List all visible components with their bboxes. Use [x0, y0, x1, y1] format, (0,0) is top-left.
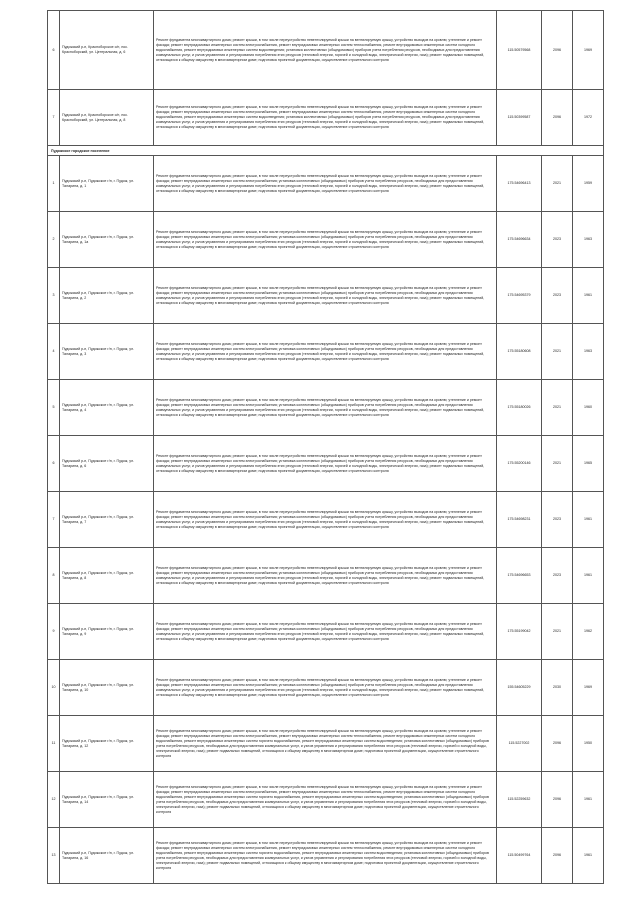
- house-address: Пудожский р-н, Пудожское г/п, г. Пудож, ул. Таларина, д. 3: [60, 324, 154, 380]
- repair-works: Ремонт фундамента многоквартирного дома; ремонт крыши, в том числе переустройство невентилируемой крыши на вентилируемую крышу, устройство выходов на кровлю; утепление и ремонт фасада; ремонт внутридомовых инженерных систем электроснабжения; установка коллективных (общедомовых) приборов учета потребления ресурсов, необходимых для предоставления коммунальных услуг, и узлов управления и регулирования потребления этих ресурсов (тепловой энергии, горячей и холодной воды, электрической энергии, газа); ремонт подвальных помещений, относящихся к общему имуществу в многоквартирном доме; подготовка проектной документации, осуществление строительного контроля: [154, 156, 497, 212]
- house-address: Пудожский р-н, Пудожское г/п, г. Пудож, ул. Таларина, д. 1а: [60, 212, 154, 268]
- built-year: 1950: [573, 716, 604, 772]
- area-value: 175.54696653: [497, 548, 542, 604]
- planned-year: 2021: [542, 380, 573, 436]
- built-year: 1961: [573, 828, 604, 884]
- repair-works: Ремонт фундамента многоквартирного дома; ремонт крыши, в том числе переустройство невентилируемой крыши на вентилируемую крышу, устройство выходов на кровлю; утепление и ремонт фасада; ремонт внутридомовых инженерных систем электроснабжения; установка коллективных (общедомовых) приборов учета потребления ресурсов, необходимых для предоставления коммунальных услуг, и узлов управления и регулирования потребления этих ресурсов (тепловой энергии, горячей и холодной воды, электрической энергии, газа); ремонт подвальных помещений, относящихся к общему имуществу в многоквартирном доме; подготовка проектной документации, осуществление строительного контроля: [154, 604, 497, 660]
- area-value: 115.50579568: [497, 11, 542, 90]
- area-value: 175.54696413: [497, 156, 542, 212]
- area-value: 155.54605229: [497, 660, 542, 716]
- table-row: [48, 436, 604, 492]
- planned-year: 2021: [542, 436, 573, 492]
- row-number: 10: [48, 660, 60, 716]
- built-year: 1960: [573, 380, 604, 436]
- area-value: 175.54695379: [497, 268, 542, 324]
- table-row: [48, 380, 604, 436]
- built-year: 1962: [573, 604, 604, 660]
- row-number: 2: [48, 212, 60, 268]
- table-row: [48, 660, 604, 716]
- planned-year: 2096: [542, 716, 573, 772]
- house-address: Пудожский р-н, Пудожское г/п, г. Пудож, ул. Таларина, д. 8: [60, 548, 154, 604]
- row-number: 12: [48, 772, 60, 828]
- repair-works: Ремонт фундамента многоквартирного дома; ремонт крыши, в том числе переустройство невентилируемой крыши на вентилируемую крышу, устройство выходов на кровлю; утепление и ремонт фасада; ремонт внутридомовых инженерных систем электроснабжения; установка коллективных (общедомовых) приборов учета потребления ресурсов, необходимых для предоставления коммунальных услуг, и узлов управления и регулирования потребления этих ресурсов (тепловой энергии, горячей и холодной воды, электрической энергии, газа); ремонт подвальных помещений, относящихся к общему имуществу в многоквартирном доме; подготовка проектной документации, осуществление строительного контроля: [154, 492, 497, 548]
- repair-works: Ремонт фундамента многоквартирного дома; ремонт крыши, в том числе переустройство невентилируемой крыши на вентилируемую крышу, устройство выходов на кровлю; утепление и ремонт фасада; ремонт внутридомовых инженерных систем электроснабжения, ремонт внутридомовых инженерных систем теплоснабжения, ремонт внутридомовых инженерных систем холодного водоснабжения, ремонт внутридомовых инженерных систем водоотведения; установка коллективных (общедомовых) приборов учета потребления ресурсов, необходимых для предоставления коммунальных услуг, и узлов управления и регулирования потребления этих ресурсов (тепловой энергии, горячей и холодной воды, электрической энергии, газа); ремонт подвальных помещений, относящихся к общему имуществу в многоквартирном доме; подготовка проектной документации, осуществление строительного контроля: [154, 11, 497, 90]
- house-address: Пудожский р-н, Пудожское г/п, г. Пудож, ул. Таларина, д. 14: [60, 772, 154, 828]
- capital-repair-register-table: [47, 10, 604, 884]
- area-value: 175.55199042: [497, 604, 542, 660]
- row-number: 7: [48, 90, 60, 146]
- row-number: 6: [48, 436, 60, 492]
- built-year: 1961: [573, 772, 604, 828]
- repair-works: Ремонт фундамента многоквартирного дома; ремонт крыши, в том числе переустройство невентилируемой крыши на вентилируемую крышу, устройство выходов на кровлю; утепление и ремонт фасада; ремонт внутридомовых инженерных систем электроснабжения, ремонт внутридомовых инженерных систем теплоснабжения, ремонт внутридомовых инженерных систем холодного водоснабжения, ремонт внутридомовых инженерных систем горячего водоснабжения, ремонт внутридомовых инженерных систем водоотведения; установка коллективных (общедомовых) приборов учета потребления ресурсов, необходимых для предоставления коммунальных услуг, и узлов управления и регулирования потребления этих ресурсов (тепловой энергии, горячей и холодной воды, электрической энергии, газа); ремонт подвальных помещений, относящихся к общему имуществу в многоквартирном доме; подготовка проектной документации, осуществление строительного контроля: [154, 828, 497, 884]
- house-address: Пудожский р-н, Пудожское г/п, г. Пудож, ул. Таларина, д. 12: [60, 716, 154, 772]
- built-year: 1959: [573, 156, 604, 212]
- house-address: Пудожский р-н, Пудожское г/п, г. Пудож, ул. Таларина, д. 1: [60, 156, 154, 212]
- row-number: 13: [48, 828, 60, 884]
- built-year: 1961: [573, 492, 604, 548]
- built-year: 1963: [573, 324, 604, 380]
- built-year: 1969: [573, 660, 604, 716]
- row-number: 7: [48, 492, 60, 548]
- area-value: 175.54698231: [497, 492, 542, 548]
- planned-year: 2030: [542, 660, 573, 716]
- area-value: 115.5227002: [497, 716, 542, 772]
- planned-year: 2096: [542, 90, 573, 146]
- house-address: Пудожский р-н, Пудожское г/п, г. Пудож, ул. Таларина, д. 16: [60, 828, 154, 884]
- planned-year: 2021: [542, 324, 573, 380]
- table-row: [48, 492, 604, 548]
- repair-works: Ремонт фундамента многоквартирного дома; ремонт крыши, в том числе переустройство невентилируемой крыши на вентилируемую крышу, устройство выходов на кровлю; утепление и ремонт фасада; ремонт внутридомовых инженерных систем электроснабжения; установка коллективных (общедомовых) приборов учета потребления ресурсов, необходимых для предоставления коммунальных услуг, и узлов управления и регулирования потребления этих ресурсов (тепловой энергии, горячей и холодной воды, электрической энергии, газа); ремонт подвальных помещений, относящихся к общему имуществу в многоквартирном доме; подготовка проектной документации, осуществление строительного контроля: [154, 324, 497, 380]
- table-row: [48, 268, 604, 324]
- row-number: 6: [48, 11, 60, 90]
- row-number: 5: [48, 380, 60, 436]
- built-year: 1963: [573, 212, 604, 268]
- table-row: [48, 324, 604, 380]
- house-address: Пудожский р-н, Пудожское г/п, г. Пудож, ул. Таларина, д. 7: [60, 492, 154, 548]
- table-row: [48, 772, 604, 828]
- repair-works: Ремонт фундамента многоквартирного дома; ремонт крыши, в том числе переустройство невентилируемой крыши на вентилируемую крышу, устройство выходов на кровлю; утепление и ремонт фасада; ремонт внутридомовых инженерных систем электроснабжения; установка коллективных (общедомовых) приборов учета потребления ресурсов, необходимых для предоставления коммунальных услуг, и узлов управления и регулирования потребления этих ресурсов (тепловой энергии, горячей и холодной воды, электрической энергии, газа); ремонт подвальных помещений, относящихся к общему имуществу в многоквартирном доме; подготовка проектной документации, осуществление строительного контроля: [154, 548, 497, 604]
- area-value: 175.55180608: [497, 324, 542, 380]
- table-row: [48, 90, 604, 146]
- house-address: Пудожский р-н, Красноборское с/п, пос. Красноборский, ул. Центральная, д. 8: [60, 90, 154, 146]
- planned-year: 2021: [542, 604, 573, 660]
- planned-year: 2023: [542, 548, 573, 604]
- table-row: [48, 11, 604, 90]
- row-number: 8: [48, 548, 60, 604]
- area-value: 115.50399587: [497, 90, 542, 146]
- house-address: Пудожский р-н, Пудожское г/п, г. Пудож, ул. Таларина, д. 2: [60, 268, 154, 324]
- built-year: 1961: [573, 548, 604, 604]
- built-year: 1969: [573, 11, 604, 90]
- planned-year: 2023: [542, 212, 573, 268]
- register-body: [48, 11, 604, 884]
- section-title: Пудожское городское поселение: [48, 146, 604, 156]
- table-row: [48, 828, 604, 884]
- table-row: [48, 604, 604, 660]
- repair-works: Ремонт фундамента многоквартирного дома; ремонт крыши, в том числе переустройство невентилируемой крыши на вентилируемую крышу, устройство выходов на кровлю; утепление и ремонт фасада; ремонт внутридомовых инженерных систем электроснабжения; установка коллективных (общедомовых) приборов учета потребления ресурсов, необходимых для предоставления коммунальных услуг, и узлов управления и регулирования потребления этих ресурсов (тепловой энергии, горячей и холодной воды, электрической энергии, газа); ремонт подвальных помещений, относящихся к общему имуществу в многоквартирном доме; подготовка проектной документации, осуществление строительного контроля: [154, 380, 497, 436]
- planned-year: 2023: [542, 492, 573, 548]
- row-number: 1: [48, 156, 60, 212]
- table-row: [48, 212, 604, 268]
- row-number: 4: [48, 324, 60, 380]
- row-number: 3: [48, 268, 60, 324]
- repair-works: Ремонт фундамента многоквартирного дома; ремонт крыши, в том числе переустройство невентилируемой крыши на вентилируемую крышу, устройство выходов на кровлю; утепление и ремонт фасада; ремонт внутридомовых инженерных систем электроснабжения, ремонт внутридомовых инженерных систем теплоснабжения, ремонт внутридомовых инженерных систем холодного водоснабжения, ремонт внутридомовых инженерных систем горячего водоснабжения, ремонт внутридомовых инженерных систем водоотведения; установка коллективных (общедомовых) приборов учета потребления ресурсов, необходимых для предоставления коммунальных услуг, и узлов управления и регулирования потребления этих ресурсов (тепловой энергии, горячей и холодной воды, электрической энергии, газа); ремонт подвальных помещений, относящихся к общему имуществу в многоквартирном доме; подготовка проектной документации, осуществление строительного контроля: [154, 772, 497, 828]
- repair-works: Ремонт фундамента многоквартирного дома; ремонт крыши, в том числе переустройство невентилируемой крыши на вентилируемую крышу, устройство выходов на кровлю; утепление и ремонт фасада; ремонт внутридомовых инженерных систем электроснабжения, ремонт внутридомовых инженерных систем теплоснабжения, ремонт внутридомовых инженерных систем холодного водоснабжения, ремонт внутридомовых инженерных систем горячего водоснабжения, ремонт внутридомовых инженерных систем водоотведения; установка коллективных (общедомовых) приборов учета потребления ресурсов, необходимых для предоставления коммунальных услуг, и узлов управления и регулирования потребления этих ресурсов (тепловой энергии, горячей и холодной воды, электрической энергии, газа); ремонт подвальных помещений, относящихся к общему имуществу в многоквартирном доме; подготовка проектной документации, осуществление строительного контроля: [154, 716, 497, 772]
- house-address: Пудожский р-н, Пудожское г/п, г. Пудож, ул. Таларина, д. 10: [60, 660, 154, 716]
- planned-year: 2021: [542, 156, 573, 212]
- built-year: 1972: [573, 90, 604, 146]
- area-value: 175.55200146: [497, 436, 542, 492]
- house-address: Пудожский р-н, Пудожское г/п, г. Пудож, ул. Таларина, д. 9: [60, 604, 154, 660]
- repair-works: Ремонт фундамента многоквартирного дома; ремонт крыши, в том числе переустройство невентилируемой крыши на вентилируемую крышу, устройство выходов на кровлю; утепление и ремонт фасада; ремонт внутридомовых инженерных систем электроснабжения, ремонт внутридомовых инженерных систем теплоснабжения, ремонт внутридомовых инженерных систем холодного водоснабжения, ремонт внутридомовых инженерных систем водоотведения; установка коллективных (общедомовых) приборов учета потребления ресурсов, необходимых для предоставления коммунальных услуг, и узлов управления и регулирования потребления этих ресурсов (тепловой энергии, горячей и холодной воды, электрической энергии, газа); ремонт подвальных помещений, относящихся к общему имуществу в многоквартирном доме; подготовка проектной документации, осуществление строительного контроля: [154, 90, 497, 146]
- area-value: 175.54696634: [497, 212, 542, 268]
- house-address: Пудожский р-н, Пудожское г/п, г. Пудож, ул. Таларина, д. 4: [60, 380, 154, 436]
- planned-year: 2096: [542, 828, 573, 884]
- built-year: 1961: [573, 268, 604, 324]
- area-value: 115.50499764: [497, 828, 542, 884]
- planned-year: 2096: [542, 772, 573, 828]
- repair-works: Ремонт фундамента многоквартирного дома; ремонт крыши, в том числе переустройство невентилируемой крыши на вентилируемую крышу, устройство выходов на кровлю; утепление и ремонт фасада; ремонт внутридомовых инженерных систем электроснабжения; установка коллективных (общедомовых) приборов учета потребления ресурсов, необходимых для предоставления коммунальных услуг, и узлов управления и регулирования потребления этих ресурсов (тепловой энергии, горячей и холодной воды, электрической энергии, газа); ремонт подвальных помещений, относящихся к общему имуществу в многоквартирном доме; подготовка проектной документации, осуществление строительного контроля: [154, 660, 497, 716]
- area-value: 115.52259632: [497, 772, 542, 828]
- section-row: [48, 146, 604, 156]
- table-row: [48, 716, 604, 772]
- repair-works: Ремонт фундамента многоквартирного дома; ремонт крыши, в том числе переустройство невентилируемой крыши на вентилируемую крышу, устройство выходов на кровлю; утепление и ремонт фасада; ремонт внутридомовых инженерных систем электроснабжения; установка коллективных (общедомовых) приборов учета потребления ресурсов, необходимых для предоставления коммунальных услуг, и узлов управления и регулирования потребления этих ресурсов (тепловой энергии, горячей и холодной воды, электрической энергии, газа); ремонт подвальных помещений, относящихся к общему имуществу в многоквартирном доме; подготовка проектной документации, осуществление строительного контроля: [154, 268, 497, 324]
- house-address: Пудожский р-н, Красноборское с/п, пос. Красноборский, ул. Центральная, д. 6: [60, 11, 154, 90]
- built-year: 1965: [573, 436, 604, 492]
- planned-year: 2096: [542, 11, 573, 90]
- planned-year: 2023: [542, 268, 573, 324]
- repair-works: Ремонт фундамента многоквартирного дома; ремонт крыши, в том числе переустройство невентилируемой крыши на вентилируемую крышу, устройство выходов на кровлю; утепление и ремонт фасада; ремонт внутридомовых инженерных систем электроснабжения; установка коллективных (общедомовых) приборов учета потребления ресурсов, необходимых для предоставления коммунальных услуг, и узлов управления и регулирования потребления этих ресурсов (тепловой энергии, горячей и холодной воды, электрической энергии, газа); ремонт подвальных помещений, относящихся к общему имуществу в многоквартирном доме; подготовка проектной документации, осуществление строительного контроля: [154, 436, 497, 492]
- repair-works: Ремонт фундамента многоквартирного дома; ремонт крыши, в том числе переустройство невентилируемой крыши на вентилируемую крышу, устройство выходов на кровлю; утепление и ремонт фасада; ремонт внутридомовых инженерных систем электроснабжения; установка коллективных (общедомовых) приборов учета потребления ресурсов, необходимых для предоставления коммунальных услуг, и узлов управления и регулирования потребления этих ресурсов (тепловой энергии, горячей и холодной воды, электрической энергии, газа); ремонт подвальных помещений, относящихся к общему имуществу в многоквартирном доме; подготовка проектной документации, осуществление строительного контроля: [154, 212, 497, 268]
- table-row: [48, 156, 604, 212]
- row-number: 9: [48, 604, 60, 660]
- area-value: 175.55180026: [497, 380, 542, 436]
- row-number: 11: [48, 716, 60, 772]
- table-row: [48, 548, 604, 604]
- house-address: Пудожский р-н, Пудожское г/п, г. Пудож, ул. Таларина, д. 6: [60, 436, 154, 492]
